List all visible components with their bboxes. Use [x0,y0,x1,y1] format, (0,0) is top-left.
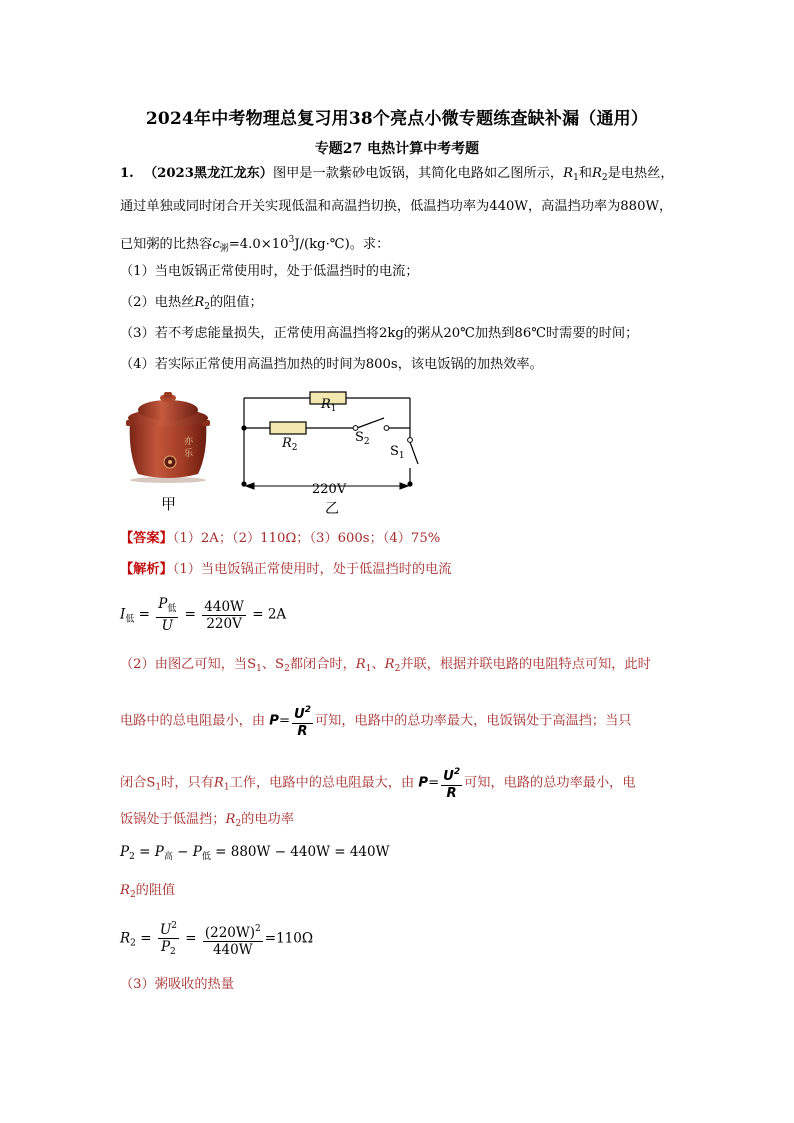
analysis-line-4: 闭合$S_1$时，只有$R_1$工作，电路中的总电阻最大，由 P= $\frac{U^2}{R}$ 可知，电路的总功率最小，电 [120,764,636,802]
question-line-2: 通过单独或同时闭合开关实现低温和高温挡切换，低温挡功率为440W，高温挡功率为880W， [120,199,673,214]
page-title: 2024年中考物理总复习用38个亮点小微专题练查缺补漏（通用） [145,109,649,129]
answer-text: （1）2A；（2）110Ω；（3）600s；（4）75% [172,531,441,546]
question-part-2: （2）电热丝$R_2$的阻值； [120,295,263,312]
rice-cooker-image [118,384,218,484]
question-part-1: （1）当电饭锅正常使用时，处于低温挡时的电流； [120,264,419,279]
svg-text:乐: 乐 [184,449,194,459]
label-r2: $R_2$ [282,436,298,453]
figure-label-jia: 甲 [161,495,177,513]
svg-text:亦: 亦 [184,437,194,447]
analysis-line-5: 饭锅处于低温挡；$R_2$的电功率 [120,812,294,829]
equation-power: $P_2 = P_高 - P_低 = 880W - 440W = 440W$ [120,844,390,862]
label-s2: $S_2$ [355,430,370,447]
analysis-line-1: 【解析】（1）当电饭锅正常使用时，处于低温挡时的电流 [120,562,452,577]
label-s1: $S_1$ [390,444,405,461]
analysis-line-3: 电路中的总电阻最小，由 P= $\frac{U^2}{R}$ 可知，电路中的总功率最大，电饭锅处于高温挡；当只 [120,702,631,740]
figure-label-yi: 乙 [325,501,339,517]
analysis-line-6: $R_2$的阻值 [120,883,176,900]
equation-current: $I_低$ = $\frac{P_低}{U}$ = $\frac{440W}{220V}$ = 2A [120,596,287,634]
label-voltage: 220V [312,482,347,497]
question-line-3: 已知粥的比热容$c_粥=4.0\times 10^3J/(kg\cdot℃)$。求： [120,235,390,254]
question-part-3: （3）若不考虑能量损失，正常使用高温挡将2kg的粥从20℃加热到86℃时需要的时间； [120,326,639,341]
analysis-label: 【解析】 [120,562,173,577]
analysis-line-2: （2）由图乙可知，当$S_1$、$S_2$都闭合时，$R_1$、$R_2$并联，根据并联电路的电阻特点可知，此时 [120,657,651,674]
answer-label: 【答案】 [120,531,173,546]
question-source: （2023黑龙江龙东） [143,166,273,181]
analysis-line-7: （3）粥吸收的热量 [120,977,234,992]
page-subtitle: 专题27 电热计算中考考题 [314,141,480,157]
question-line-1: 1. （2023黑龙江龙东）图甲是一款紫砂电饭锅，其简化电路如乙图所示，$R_1$和$R_2$是电热丝， [120,166,674,183]
question-number: 1. [120,166,134,181]
label-r1: $R_1$ [321,397,337,414]
answer-line [120,529,440,549]
question-part-4: （4）若实际正常使用高温挡加热的时间为800s，该电饭锅的加热效率。 [120,357,543,372]
equation-resistance: $R_2$ = $\frac{U^2}{P_2}$ = $\frac{(220W)^2}{440W}$ =110Ω [120,918,313,960]
